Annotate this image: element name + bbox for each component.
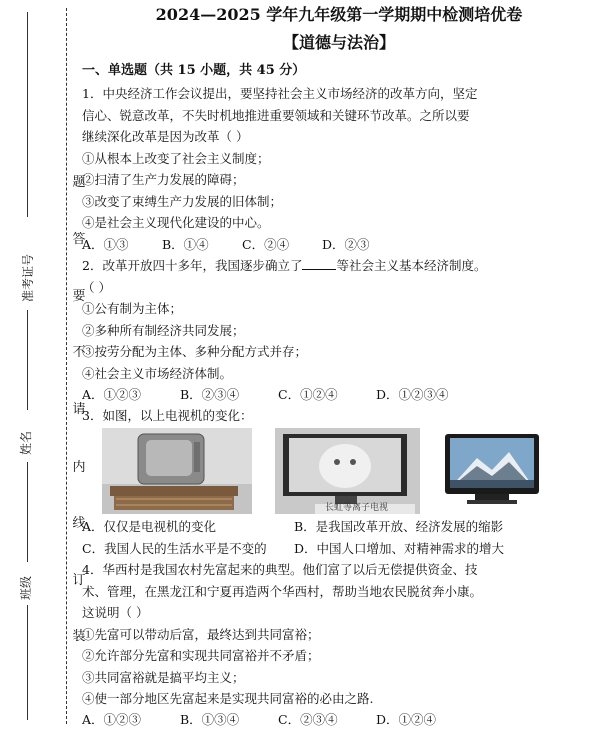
q3-stem: 3．如图，以上电视机的变化： <box>82 408 253 423</box>
seal-dashed-line <box>66 8 67 724</box>
q4-option-a[interactable]: A．①②③ <box>82 712 142 727</box>
seal-char: 请 <box>72 402 86 417</box>
q2-option-d[interactable]: D．①②③④ <box>376 387 449 402</box>
class-label: 班级 <box>19 576 33 601</box>
binding-margin <box>0 0 86 732</box>
q4-option-b[interactable]: B．①③④ <box>180 712 240 727</box>
q2-statement: ①公有制为主体； <box>82 301 183 316</box>
class-underline <box>27 605 28 720</box>
name-underline <box>27 462 28 562</box>
q4-stem-line: 4．华西村是我国农村先富起来的典型。他们富了以后无偿提供资金、技 <box>82 562 478 577</box>
q2-option-c[interactable]: C．①②④ <box>278 387 338 402</box>
q3-option-c[interactable]: C．我国人民的生活水平是不变的 <box>82 541 267 556</box>
q3-option-b[interactable]: B．是我国改革开放、经济发展的缩影 <box>294 519 504 534</box>
seal-char: 线 <box>72 516 86 531</box>
q2-paren: （ ） <box>82 280 111 295</box>
seal-char: 装 <box>72 629 86 644</box>
q4-option-d[interactable]: D．①②④ <box>376 712 437 727</box>
name-label: 姓名 <box>19 431 33 456</box>
q4-statement: ③共同富裕就是搞平均主义； <box>82 670 245 685</box>
seal-char: 答 <box>72 232 86 247</box>
q3-option-d[interactable]: D．中国人口增加、对精神需求的增大 <box>294 541 505 556</box>
exam-title: 2024—2025 学年九年级第一学期期中检测培优卷 <box>155 5 523 24</box>
q2-stem-line <box>82 257 596 275</box>
q2-statement: ④社会主义市场经济体制。 <box>82 366 233 381</box>
q1-statement: ③改变了束缚生产力发展的旧体制； <box>82 194 283 209</box>
q1-option-c[interactable]: C．②④ <box>242 237 290 252</box>
flat-tv-photo <box>437 428 547 514</box>
q1-statement: ②扫清了生产力发展的障碍； <box>82 172 245 187</box>
q2-stem-before: 2．改革开放四十多年，我国逐步确立了 <box>82 258 303 273</box>
q4-stem-line: 术、管理，在黑龙江和宁夏再造两个华西村，帮助当地农民脱贫奔小康。 <box>82 584 483 599</box>
seal-char: 要 <box>72 289 86 304</box>
q1-option-b[interactable]: B．①④ <box>162 237 209 252</box>
flat-tv-icon <box>437 428 547 514</box>
q4-stem-line: 这说明（ ） <box>82 605 149 620</box>
q1-statement: ④是社会主义现代化建设的中心。 <box>82 215 270 230</box>
old-tv-photo <box>102 428 252 514</box>
exam-id-underline-lower <box>27 310 28 410</box>
q1-stem-line: 继续深化改革是因为改革（ ） <box>82 129 249 144</box>
q1-stem-line: 信心、锐意改革，不失时机地推进重要领域和关键环节改革。之所以要 <box>82 108 470 123</box>
seal-char: 题 <box>72 175 86 190</box>
subject-title: 【道德与法治】 <box>282 33 395 52</box>
plasma-tv-photo <box>275 428 420 514</box>
seal-char: 内 <box>72 460 86 475</box>
q2-stem-after: 等社会主义基本经济制度。 <box>336 258 487 273</box>
q2-fill-blank[interactable] <box>302 257 336 270</box>
q1-stem-line: 1．中央经济工作会议提出，要坚持社会主义市场经济的改革方向，坚定 <box>82 86 478 101</box>
q3-option-a[interactable]: A．仅仅是电视机的变化 <box>82 519 217 534</box>
old-tv-icon <box>102 428 252 514</box>
q2-statement: ③按劳分配为主体、多种分配方式并存； <box>82 344 308 359</box>
q2-option-b[interactable]: B．②③④ <box>180 387 240 402</box>
q1-option-a[interactable]: A．①③ <box>82 237 129 252</box>
q4-statement: ②允许部分先富和实现共同富裕并不矛盾； <box>82 648 320 663</box>
seal-char: 订 <box>72 573 86 588</box>
q2-statement: ②多种所有制经济共同发展； <box>82 323 245 338</box>
seal-char: 不 <box>72 345 86 360</box>
q1-option-d[interactable]: D．②③ <box>322 237 370 252</box>
exam-id-label: 准考证号 <box>21 254 35 303</box>
q4-statement: ④使一部分地区先富起来是实现共同富裕的必由之路. <box>82 691 374 706</box>
q2-option-a[interactable]: A．①②③ <box>82 387 142 402</box>
section-heading: 一、单选题（共 15 小题，共 45 分） <box>82 63 306 78</box>
exam-id-underline <box>27 12 28 217</box>
q4-statement: ①先富可以带动后富，最终达到共同富裕； <box>82 627 320 642</box>
q1-statement: ①从根本上改变了社会主义制度； <box>82 151 270 166</box>
q4-option-c[interactable]: C．②③④ <box>278 712 338 727</box>
plasma-tv-caption: 长虹等离子电视 <box>325 503 389 513</box>
